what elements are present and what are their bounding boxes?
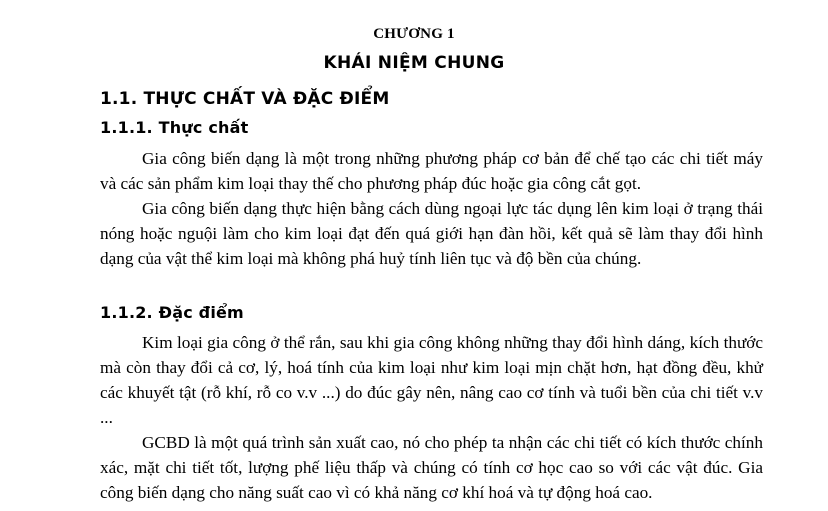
paragraph: GCBD là một quá trình sản xuất cao, nó cho phép ta nhận các chi tiết có kích thước chính xác, mặt chi tiết tốt, lượng phế liệu thấp và chúng có tính cơ học cao so với các vật đúc. Gia công biến dạng cho năng suất cao vì có khả năng cơ khí hoá và tự động hoá cao. (100, 433, 763, 502)
chapter-label: CHƯƠNG 1 (373, 26, 455, 42)
chapter-title: KHÁI NIỆM CHUNG (323, 53, 505, 73)
paragraph: Gia công biến dạng thực hiện bằng cách dùng ngoại lực tác dụng lên kim loại ở trạng thái nóng hoặc nguội làm cho kim loại đạt đến quá giới hạn đàn hồi, kết quả sẽ làm thay đổi hình dạng của vật thể kim loại mà không phá huỷ tính liên tục và độ bền của chúng. (100, 199, 763, 268)
subsection-heading-thuc-chat: 1.1.1. Thực chất (100, 118, 249, 137)
paragraph: Kim loại gia công ở thể rắn, sau khi gia công không những thay đổi hình dáng, kích thước mà còn thay đổi cả cơ, lý, hoá tính của kim loại như kim loại mịn chặt hơn, hạt đồng đều, khử các khuyết tật (rỗ khí, rỗ co v.v ...) do đúc gây nên, nâng cao cơ tính và tuổi bền của chi tiết v.v ... (100, 333, 763, 427)
subsection-heading-dac-diem: 1.1.2. Đặc điểm (100, 303, 244, 322)
section-heading: 1.1. THỰC CHẤT VÀ ĐẶC ĐIỂM (100, 89, 390, 109)
paragraph: Gia công biến dạng là một trong những phương pháp cơ bản để chế tạo các chi tiết máy và các sản phẩm kim loại thay thế cho phương pháp đúc hoặc gia công cắt gọt. (100, 149, 763, 193)
